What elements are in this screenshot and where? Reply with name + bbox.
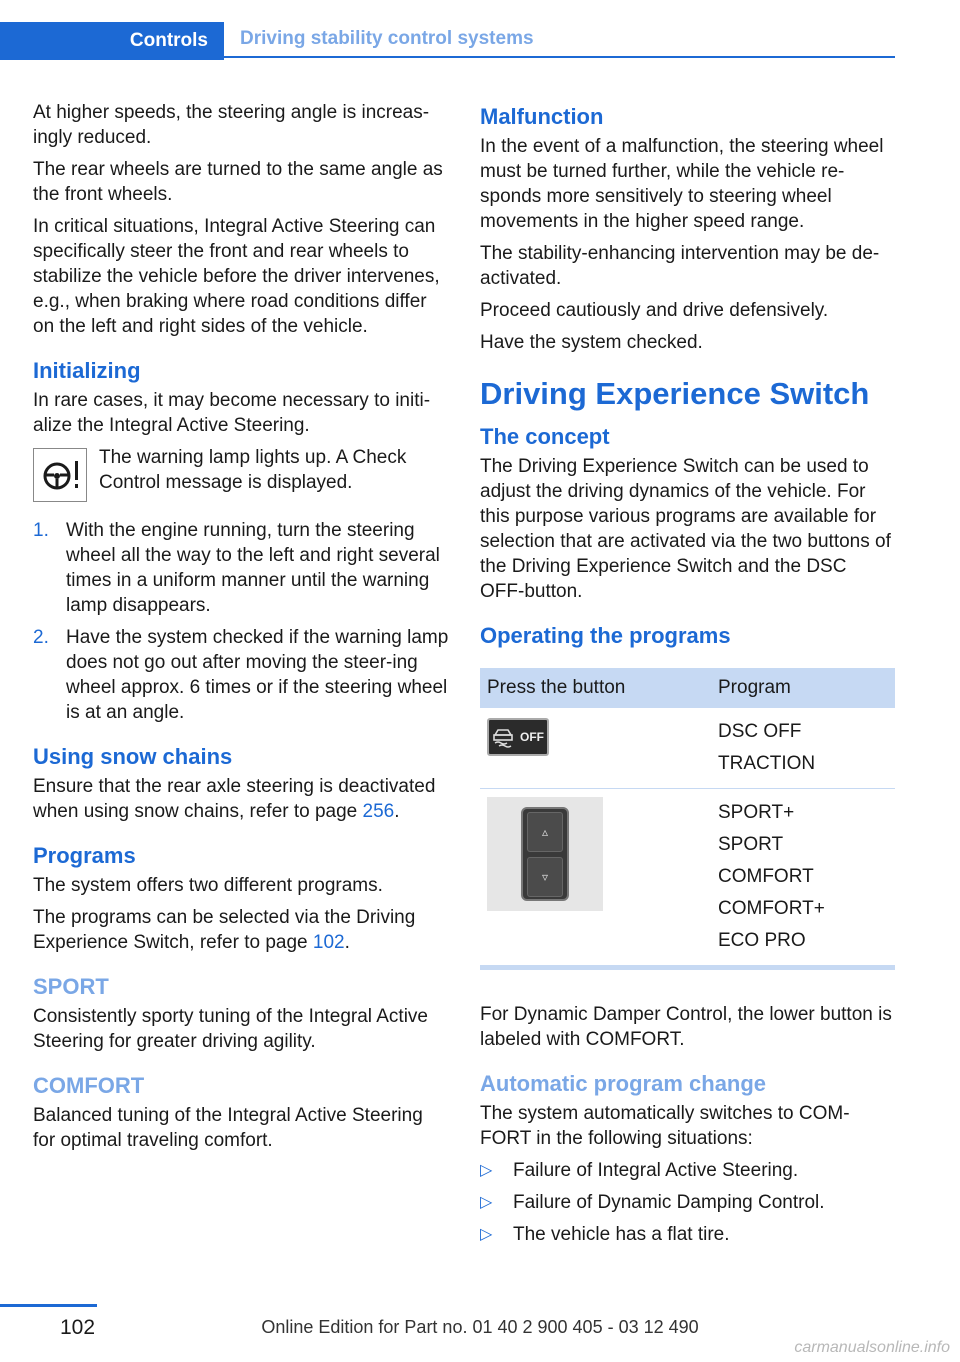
intro-paragraph: In critical situations, Integral Active Steering can specifically steer the front and rear wheels to stabilize the vehicle before the driver intervenes, e.g., when braking where road conditions differ on the left and right sides of the vehicle. [33,216,440,337]
triangle-bullet-icon: ▷ [480,1226,493,1243]
period: . [394,801,400,822]
step-text: Have the system checked if the warning lamp does not go out after moving the steer-ing wheel approx. 6 times or if the steering wheel is at an angle. [66,627,449,723]
heading-initializing: Initializing [33,358,141,383]
program-eco-pro: ECO PRO [718,930,806,951]
program-sport-plus: SPORT+ [718,802,795,823]
heading-concept: The concept [480,424,610,449]
steps-list [33,518,449,725]
auto-change-list [480,1158,896,1247]
programs-table [480,668,895,970]
initializing-text: In rare cases, it may become necessary to initi-alize the Integral Active Steering. [33,390,431,436]
edition-text: Online Edition for Part no. 01 40 2 900 405 - 03 12 490 [261,1317,699,1337]
heading-programs: Programs [33,843,136,868]
steering-warning-icon [33,448,87,502]
warning-text: The warning lamp lights up. A Check Control message is displayed. [99,447,407,493]
snow-text: Ensure that the rear axle steering is deactivated when using snow chains, refer to page [33,776,436,822]
list-item [480,1222,896,1247]
program-sport: SPORT [718,834,784,855]
program-comfort-plus: COMFORT+ [718,898,825,919]
page-link-102[interactable]: 102 [312,932,345,953]
header-tab-controls[interactable]: Controls [0,22,224,60]
table-cell [711,789,895,968]
programs-text: The system offers two different programs. [33,875,383,896]
malfunction-paragraph: The stability-enhancing intervention may be de-activated. [480,243,880,289]
comfort-text: Balanced tuning of the Integral Active Steering for optimal traveling comfort. [33,1105,423,1151]
heading-malfunction: Malfunction [480,104,604,129]
right-column [480,100,896,1254]
header-section-title[interactable]: Driving stability control systems [224,22,895,58]
malfunction-paragraph: Have the system checked. [480,332,703,353]
rocker-switch-icon [521,807,569,901]
section-title-des: Driving Experience Switch [480,376,870,411]
table-header-program: Program [711,668,895,708]
bullet-text: Failure of Dynamic Damping Control. [513,1192,825,1213]
arrow-down-icon: ▿ [527,857,563,897]
sport-text: Consistently sporty tuning of the Integral Active Steering for greater driving agility. [33,1006,428,1052]
page-link-256[interactable]: 256 [362,801,395,822]
program-comfort: COMFORT [718,866,814,887]
bullet-text: The vehicle has a flat tire. [513,1224,730,1245]
left-column [33,100,449,1160]
heading-operating: Operating the programs [480,623,731,648]
heading-snow-chains: Using snow chains [33,744,233,769]
triangle-bullet-icon: ▷ [480,1194,493,1211]
heading-auto-change: Automatic program change [480,1071,767,1096]
step-text: With the engine running, turn the steering wheel all the way to the left and right several times in a uniform manner until the warning lamp disappears. [66,520,440,616]
list-item [33,518,449,618]
auto-change-text: The system automatically switches to COM-FORT in the following situations: [480,1103,850,1149]
heading-sport: SPORT [33,974,109,999]
page-number: 102 [60,1316,96,1339]
ddc-note: For Dynamic Damper Control, the lower button is labeled with COMFORT. [480,1004,892,1050]
table-cell [480,789,711,968]
concept-text: The Driving Experience Switch can be used to adjust the driving dynamics of the vehicle. For this purpose various programs are available for selection that are activated via the two buttons of the Driving Experience Switch and the DSC OFF-button. [480,456,891,602]
list-item [480,1190,896,1215]
programs-text2: The programs can be selected via the Driving Experience Switch, refer to page [33,907,416,953]
arrow-up-icon: ▵ [527,812,563,852]
warning-notice [33,445,449,507]
malfunction-paragraph: In the event of a malfunction, the steering wheel must be turned further, while the vehicle re-sponds more sensitively to steering wheel movements in the higher speed range. [480,136,884,232]
table-row [480,789,895,968]
table-row [480,708,895,789]
step-number: 1. [33,520,49,541]
malfunction-paragraph: Proceed cautiously and drive defensively. [480,300,829,321]
dsc-off-button-icon [487,718,549,756]
watermark: carmanualsonline.info [794,1339,950,1356]
table-header-button: Press the button [480,668,711,708]
footer-divider [0,1304,97,1307]
list-item [480,1158,896,1183]
intro-paragraph: The rear wheels are turned to the same angle as the front wheels. [33,159,443,205]
triangle-bullet-icon: ▷ [480,1162,493,1179]
step-number: 2. [33,627,49,648]
program-traction: TRACTION [718,753,816,774]
programs-select-text [33,905,449,955]
page-header [0,22,895,60]
dsc-off-label: OFF [520,730,544,744]
list-item [33,625,449,725]
driving-experience-switch-image [487,797,603,911]
heading-comfort: COMFORT [33,1073,145,1098]
table-cell [480,708,711,789]
program-dsc-off: DSC OFF [718,721,802,742]
snow-chains-text [33,774,449,824]
intro-paragraph: At higher speeds, the steering angle is increas-ingly reduced. [33,102,430,148]
period: . [344,932,350,953]
bullet-text: Failure of Integral Active Steering. [513,1160,799,1181]
table-cell [711,708,895,789]
